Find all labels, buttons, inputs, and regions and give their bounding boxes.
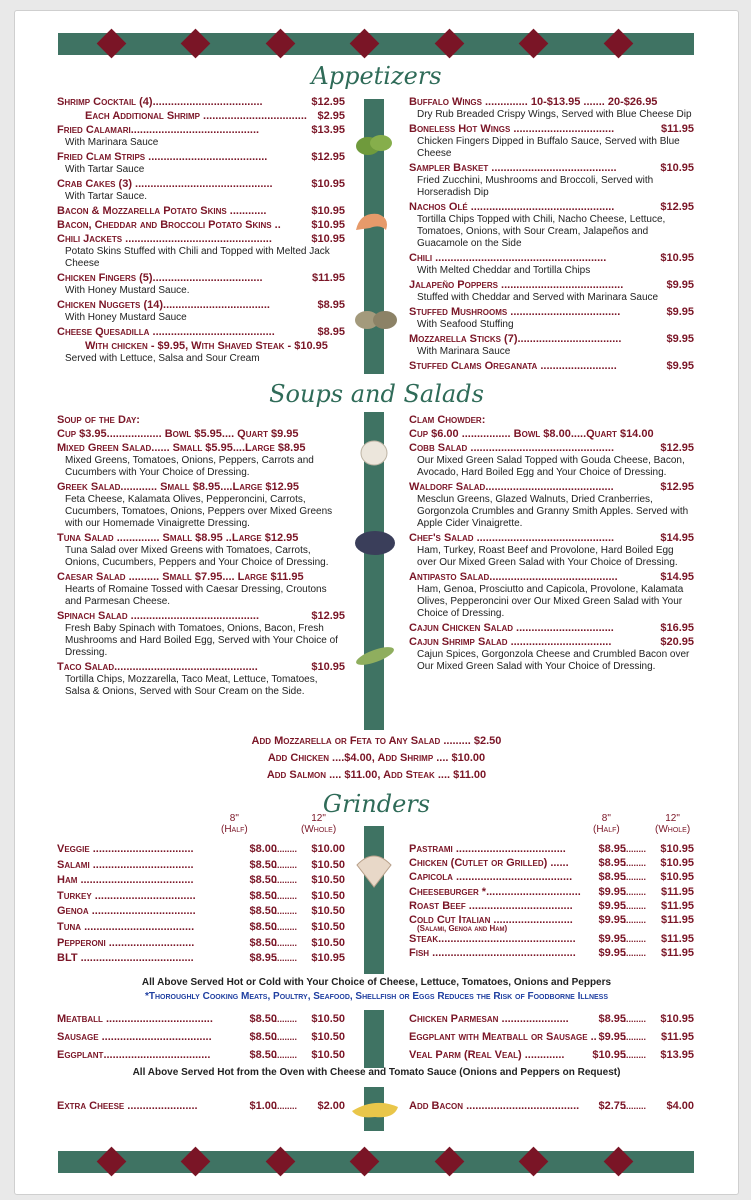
item-name: Fried Clam Strips ....................................... (57, 151, 268, 163)
price-leader: .......... (620, 1014, 646, 1024)
half-price: $9.95 (598, 899, 626, 912)
item-price: $10.95 (660, 252, 694, 264)
diamond-ornament (350, 1147, 380, 1177)
menu-item (57, 96, 345, 109)
half-price: $8.50 (249, 889, 277, 902)
whole-price: $11.95 (660, 947, 694, 960)
top-border-band (58, 33, 694, 55)
item-price: $12.95 (660, 442, 694, 454)
menu-item (409, 442, 694, 455)
grinder-row (57, 1031, 345, 1049)
grinder-name: Add Bacon ..................................... (409, 1100, 580, 1112)
price-leader: .......... (271, 1101, 297, 1111)
half-price: $9.95 (598, 1031, 626, 1043)
diamond-ornament (266, 1147, 296, 1177)
item-description: Chicken Fingers Dipped in Buffalo Sauce, Served with Blue Cheese (417, 136, 680, 159)
grinder-row (57, 890, 345, 906)
item-description: Fresh Baby Spinach with Tomatoes, Onions, Bacon, Fresh Mushrooms and Hard Boiled Egg, Served with Your Choice of Dressing. (65, 623, 338, 658)
price-leader: .......... (271, 859, 297, 870)
price-leader: .......... (271, 921, 297, 932)
diamond-ornament (519, 1147, 549, 1177)
price-leader: .......... (620, 844, 646, 854)
menu-item (57, 442, 345, 455)
half-price: $8.00 (249, 843, 277, 855)
item-description: Ham, Genoa, Prosciutto and Capicola, Provolone, Kalamata Olives, Pepperoncini over Our Mixed Green Salad with Your Choice of Dressing. (417, 584, 684, 619)
menu-item (409, 481, 694, 494)
item-price: $20.95 (660, 636, 694, 648)
item-description: Stuffed with Cheddar and Served with Marinara Sauce (417, 292, 659, 303)
grinders-divider (364, 826, 384, 974)
item-price: $12.95 (311, 96, 345, 108)
half-price: $8.95 (598, 1013, 626, 1025)
item-name: Nachos Olé ............................................... (409, 201, 615, 213)
item-name: Spinach Salad .......................................... (57, 610, 260, 622)
price-leader: .......... (271, 937, 297, 948)
half-price: $8.50 (249, 1031, 277, 1043)
whole-price: $10.50 (311, 905, 345, 918)
item-description: With Honey Mustard Sauce. (65, 285, 190, 296)
price-leader: .......... (271, 1032, 297, 1042)
grinder-subtext: (Salami, Genoa and Ham) (417, 924, 508, 934)
whole-price: $10.50 (311, 1049, 345, 1061)
item-description: Cajun Spices, Gorgonzola Cheese and Crumbled Bacon over Our Mixed Green Salad with Your Choice of Dressing. (417, 649, 690, 672)
item-price: $16.95 (660, 622, 694, 634)
menu-item (409, 414, 694, 427)
item-description: Mesclun Greens, Glazed Walnuts, Dried Cranberries, Gorgonzola Crumbles and Granny Smith Apples. Served with Apple Cider Vinaigrette. (417, 494, 689, 529)
menu-page (14, 10, 739, 1195)
grinder-row (57, 1013, 345, 1031)
item-description: Dry Rub Breaded Crispy Wings, Served with Blue Cheese Dip (417, 109, 692, 120)
grinder-name: Fish ............................................... (409, 947, 576, 960)
item-price: $10.95 (660, 162, 694, 174)
mussel-icon (352, 527, 398, 559)
half-price: $8.95 (598, 843, 626, 855)
grinder-name: Cheeseburger *............................... (409, 885, 581, 898)
grinder-name: Tuna .................................... (57, 920, 195, 933)
menu-item (409, 279, 694, 292)
menu-item (409, 622, 694, 635)
grinder-row (57, 952, 345, 968)
item-price: $10.95 (311, 178, 345, 190)
grinder-name: Roast Beef .................................. (409, 899, 573, 912)
hot-grinders-divider (364, 1010, 384, 1068)
grinder-name: Salami ................................. (57, 858, 194, 871)
whole-price: $11.95 (660, 899, 694, 912)
whole-price: $11.95 (660, 1031, 694, 1043)
item-description: With Marinara Sauce (417, 346, 511, 357)
diamond-ornament (181, 1147, 211, 1177)
grinder-name: Ham ..................................... (57, 874, 194, 887)
item-price: $9.95 (666, 360, 694, 372)
grinder-name: Chicken (Cutlet or Grilled) ...... (409, 857, 569, 870)
diamond-ornament (97, 29, 127, 59)
grinders-left-column (57, 843, 345, 968)
scallop-shell-icon (353, 851, 395, 891)
half-price: $8.50 (249, 1013, 277, 1025)
soups-right-column (409, 413, 694, 675)
price-leader: .......... (620, 1101, 646, 1111)
whole-price: $10.95 (311, 952, 345, 965)
price-leader: .......... (271, 890, 297, 901)
menu-item (409, 123, 694, 136)
item-price: $12.95 (311, 610, 345, 622)
whole-price: $10.50 (311, 920, 345, 933)
item-name: Bacon, Cheddar and Broccoli Potato Skins .. (57, 219, 281, 231)
item-name: Jalapeño Poppers ........................................ (409, 279, 624, 291)
item-description: Mixed Greens, Tomatoes, Onions, Peppers, Carrots and Cucumbers with Your Choice of Dressing. (65, 455, 314, 478)
half-price: $8.50 (249, 858, 277, 871)
whole-price: $10.95 (660, 1013, 694, 1025)
addon-line: Add Mozzarella or Feta to Any Salad ......... $2.50 (251, 735, 502, 747)
menu-item (57, 326, 345, 339)
item-price: $11.95 (660, 123, 694, 135)
half-price: $9.95 (598, 947, 626, 960)
half-price: $8.50 (249, 936, 277, 949)
menu-item (409, 360, 694, 373)
grinder-row (409, 1013, 694, 1031)
price-leader: .......... (620, 886, 646, 897)
item-price: $2.95 (317, 110, 345, 122)
item-description: With Seafood Stuffing (417, 319, 514, 330)
half-size-header: 8" (Half) (221, 813, 248, 835)
menu-item (57, 428, 345, 441)
grinder-row (57, 905, 345, 921)
hot-grinders-left-column (57, 1013, 345, 1067)
diamond-ornament (181, 29, 211, 59)
item-name: Bacon & Mozzarella Potato Skins ............ (57, 205, 267, 217)
item-price: $13.95 (311, 124, 345, 136)
oven-note: All Above Served Hot from the Oven with Cheese and Tomato Sauce (Onions and Peppers on Request) (132, 1067, 621, 1078)
grinder-name: Genoa .................................. (57, 905, 196, 918)
item-description: With Melted Cheddar and Tortilla Chips (417, 265, 591, 276)
item-description: With Tartar Sauce. (65, 191, 148, 202)
diamond-ornament (350, 29, 380, 59)
half-price: $8.50 (249, 874, 277, 887)
half-price: $8.50 (249, 905, 277, 918)
menu-item (57, 178, 345, 191)
item-name: Chili ........................................................ (409, 252, 607, 264)
extras-right (409, 1100, 694, 1116)
item-description: Served with Lettuce, Salsa and Sour Cream (65, 353, 260, 364)
item-price: $14.95 (660, 532, 694, 544)
grinder-row (57, 937, 345, 953)
whole-price: $13.95 (660, 1049, 694, 1061)
grinder-name: Cold Cut Italian .......................... (409, 913, 573, 926)
menu-item (409, 96, 694, 109)
whole-price: $10.95 (660, 871, 694, 884)
half-price: $8.50 (249, 920, 277, 933)
price-leader: .......... (620, 900, 646, 911)
item-name: Clam Chowder: (409, 414, 486, 426)
item-price: $9.95 (666, 306, 694, 318)
menu-item (409, 571, 694, 584)
menu-item (57, 151, 345, 164)
diamond-ornament (519, 29, 549, 59)
basil-leaf-icon (352, 128, 396, 164)
item-name: Cup $6.00 ................ Bowl $8.00.....Quart $14.00 (409, 428, 654, 440)
price-leader: .......... (271, 1014, 297, 1024)
grinder-name: Eggplant with Meatball or Sausage .. (409, 1031, 597, 1043)
whole-price: $10.95 (660, 843, 694, 855)
item-name: Chef's Salad ............................................. (409, 532, 615, 544)
salad-addons (15, 733, 738, 784)
addon-line: Add Salmon .... $11.00, Add Steak .... $11.00 (266, 769, 487, 781)
bottom-border-band (58, 1151, 694, 1173)
item-name: Boneless Hot Wings ................................. (409, 123, 615, 135)
item-name: Tuna Salad .............. Small $8.95 ..Large $12.95 (57, 532, 299, 544)
whole-price: $11.95 (660, 913, 694, 926)
item-price: $10.95 (311, 205, 345, 217)
soups-salads-title: Soups and Salads (269, 380, 484, 408)
item-name: Stuffed Clams Oreganata ......................... (409, 360, 617, 372)
grinder-name: Pepperoni ............................ (57, 936, 195, 949)
item-price: $9.95 (666, 279, 694, 291)
item-name: Mozzarella Sticks (7).................................. (409, 333, 622, 345)
menu-item (57, 299, 345, 312)
item-price: $9.95 (666, 333, 694, 345)
menu-item (409, 252, 694, 265)
menu-item (409, 306, 694, 319)
price-leader: .......... (271, 906, 297, 917)
grinder-row (57, 1100, 345, 1116)
item-description: With Marinara Sauce (65, 137, 159, 148)
price-leader: .......... (620, 1032, 646, 1042)
item-description: Fried Zucchini, Mushrooms and Broccoli, Served with Horseradish Dip (417, 175, 654, 198)
item-description: Tortilla Chips Topped with Chili, Nacho Cheese, Lettuce, Tomatoes, Onions, with Sour Cream, Jalapeños and Guacamole on the Side (417, 214, 666, 249)
whole-price: $10.50 (311, 936, 345, 949)
whole-price: $10.50 (311, 889, 345, 902)
half-price: $9.95 (598, 933, 626, 946)
whole-price: $10.50 (311, 858, 345, 871)
whole-price: $4.00 (666, 1100, 694, 1112)
appetizers-left-column (57, 95, 345, 367)
menu-item (57, 340, 345, 353)
grinder-row (57, 843, 345, 859)
menu-item (57, 481, 345, 494)
half-price: $1.00 (249, 1100, 277, 1112)
grinder-name: Extra Cheese ....................... (57, 1100, 198, 1112)
grinder-name: Meatball ................................... (57, 1013, 213, 1025)
item-description: Tuna Salad over Mixed Greens with Tomatoes, Carrots, Onions, Cucumbers, Peppers and Your Choice of Dressing. (65, 545, 329, 568)
grinder-row (409, 933, 694, 947)
half-price: $8.95 (598, 857, 626, 870)
item-name: Stuffed Mushrooms .................................... (409, 306, 621, 318)
item-name: Antipasto Salad.......................................... (409, 571, 618, 583)
item-price: $12.95 (660, 481, 694, 493)
item-name: Cobb Salad ............................................... (409, 442, 615, 454)
menu-item (57, 571, 345, 584)
item-name: Chili Jackets ................................................ (57, 233, 272, 245)
menu-item (57, 205, 345, 218)
menu-item (409, 636, 694, 649)
grinder-row (409, 1031, 694, 1049)
item-name: Chicken Nuggets (14)................................... (57, 299, 270, 311)
item-name: Fried Calamari.......................................... (57, 124, 260, 136)
herb-leaf-icon (352, 641, 398, 671)
grinder-name: Veal Parm (Real Veal) ............. (409, 1049, 565, 1061)
whole-price: $10.00 (311, 843, 345, 855)
item-name: Taco Salad............................................... (57, 661, 258, 673)
grinder-name: Turkey ................................. (57, 889, 196, 902)
item-name: Cajun Chicken Salad ................................ (409, 622, 614, 634)
item-description: Our Mixed Green Salad Topped with Gouda Cheese, Bacon, Avocado, Hard Boiled Egg and Your Choice of Dressing. (417, 455, 685, 478)
whole-size-header: 12" (Whole) (301, 813, 337, 835)
item-description: With Tartar Sauce (65, 164, 145, 175)
garlic-icon (358, 431, 390, 467)
grinder-row (57, 874, 345, 890)
item-description: Tortilla Chips, Mozzarella, Taco Meat, Lettuce, Tomatoes, Salsa & Onions, Served with Sour Cream on the Side. (65, 674, 318, 697)
pasta-icon (348, 1099, 402, 1121)
price-leader: .......... (271, 1050, 297, 1060)
grinder-row (409, 871, 694, 885)
half-price: $8.95 (249, 952, 277, 965)
diamond-ornament (604, 29, 634, 59)
item-name: Each Additional Shrimp .................................. (85, 110, 307, 122)
grinder-row (57, 921, 345, 937)
grinder-row (409, 900, 694, 914)
item-description: Feta Cheese, Kalamata Olives, Pepperoncini, Carrots, Cucumbers, Tomatoes, Onions, Peppers over Mixed Greens with our Homemade Vinaigrette Dressing. (65, 494, 333, 529)
whole-price: $2.00 (317, 1100, 345, 1112)
menu-item (57, 610, 345, 623)
item-description: Potato Skins Stuffed with Chili and Topped with Melted Jack Cheese (65, 246, 330, 269)
diamond-ornament (604, 1147, 634, 1177)
item-name: Buffalo Wings .............. 10-$13.95 ....... 20-$26.95 (409, 96, 658, 108)
shrimp-icon (350, 206, 394, 240)
whole-price: $11.95 (660, 885, 694, 898)
grinder-row (409, 947, 694, 961)
menu-item (409, 532, 694, 545)
item-name: Cajun Shrimp Salad ................................. (409, 636, 612, 648)
item-description: With Honey Mustard Sauce (65, 312, 187, 323)
half-size-header-right: 8" (Half) (593, 813, 620, 835)
item-name: Sampler Basket ......................................... (409, 162, 617, 174)
grinder-row (409, 1100, 694, 1116)
diamond-ornament (266, 29, 296, 59)
grinder-row (409, 886, 694, 900)
addon-line: Add Chicken ....$4.00, Add Shrimp .... $10.00 (267, 752, 486, 764)
half-price: $9.95 (598, 885, 626, 898)
whole-price: $11.95 (660, 933, 694, 946)
grinder-name: Eggplant................................... (57, 1049, 211, 1061)
item-price: $8.95 (317, 299, 345, 311)
price-leader: .......... (271, 844, 297, 854)
item-price: $11.95 (311, 272, 345, 284)
item-price: $12.95 (660, 201, 694, 213)
price-leader: .......... (620, 858, 646, 869)
item-description: Ham, Turkey, Roast Beef and Provolone, Hard Boiled Egg over Our Mixed Green Salad with Your Choice of Dressing. (417, 545, 678, 568)
menu-item (57, 532, 345, 545)
stuffed-mushroom-icon (353, 307, 399, 333)
half-price: $2.75 (598, 1100, 626, 1112)
item-name: With chicken - $9.95, With Shaved Steak - $10.95 (85, 340, 328, 352)
grinder-row (409, 857, 694, 871)
item-price: $10.95 (311, 661, 345, 673)
grinder-name: BLT ..................................... (57, 952, 194, 965)
grinders-right-column (409, 843, 694, 962)
menu-item (409, 428, 694, 441)
item-name: Mixed Green Salad...... Small $5.95....Large $8.95 (57, 442, 306, 454)
price-leader: .......... (620, 914, 646, 925)
menu-item (57, 219, 345, 232)
half-price: $8.50 (249, 1049, 277, 1061)
grinder-row (57, 859, 345, 875)
appetizers-title: Appetizers (311, 62, 442, 90)
item-name: Cheese Quesadilla ........................................ (57, 326, 275, 338)
menu-item (57, 661, 345, 674)
grinder-name: Capicola ...................................... (409, 871, 573, 884)
soups-left-column (57, 413, 345, 700)
item-name: Cup $3.95.................. Bowl $5.95.... Quart $9.95 (57, 428, 299, 440)
half-price: $8.95 (598, 871, 626, 884)
price-leader: .......... (620, 948, 646, 959)
menu-item (57, 124, 345, 137)
menu-item (409, 162, 694, 175)
grinder-name: Steak............................................. (409, 933, 576, 946)
price-leader: .......... (271, 875, 297, 886)
item-price: $12.95 (311, 151, 345, 163)
item-name: Waldorf Salad.......................................... (409, 481, 614, 493)
diamond-ornament (97, 1147, 127, 1177)
item-price: $10.95 (311, 219, 345, 231)
price-leader: .......... (620, 872, 646, 883)
extras-left (57, 1100, 345, 1116)
item-price: $8.95 (317, 326, 345, 338)
hot-grinders-right-column (409, 1013, 694, 1067)
diamond-ornament (435, 29, 465, 59)
whole-size-header-right: 12" (Whole) (655, 813, 691, 835)
item-name: Soup of the Day: (57, 414, 140, 426)
item-name: Greek Salad............ Small $8.95....Large $12.95 (57, 481, 300, 493)
appetizers-right-column (409, 95, 694, 373)
grinders-title: Grinders (322, 790, 431, 818)
menu-item (57, 233, 345, 246)
grinder-row (409, 843, 694, 857)
cold-note: All Above Served Hot or Cold with Your Choice of Cheese, Lettuce, Tomatoes, Onions and Peppers (141, 977, 612, 988)
item-name: Shrimp Cocktail (4).................................... (57, 96, 263, 108)
menu-item (57, 110, 345, 123)
grinder-row (409, 1049, 694, 1067)
half-price: $9.95 (598, 913, 626, 926)
grinder-row (57, 1049, 345, 1067)
menu-item (57, 414, 345, 427)
food-safety-warning: *Thoroughly Cooking Meats, Poultry, Seafood, Shellfish or Eggs Reduces the Risk of Foodborne Illness (144, 991, 609, 1002)
whole-price: $10.50 (311, 1013, 345, 1025)
diamond-ornament (435, 1147, 465, 1177)
item-name: Chicken Fingers (5).................................... (57, 272, 263, 284)
menu-item (409, 333, 694, 346)
item-price: $14.95 (660, 571, 694, 583)
menu-item (57, 272, 345, 285)
item-name: Caesar Salad .......... Small $7.95.... Large $11.95 (57, 571, 304, 583)
price-leader: .......... (620, 934, 646, 945)
price-leader: .......... (271, 953, 297, 964)
item-description: Hearts of Romaine Tossed with Caesar Dressing, Croutons and Parmesan Cheese. (65, 584, 327, 607)
whole-price: $10.50 (311, 1031, 345, 1043)
half-price: $10.95 (592, 1049, 626, 1061)
grinder-name: Chicken Parmesan ...................... (409, 1013, 569, 1025)
menu-item (409, 201, 694, 214)
item-price: $10.95 (311, 233, 345, 245)
item-name: Crab Cakes (3) ............................................. (57, 178, 273, 190)
whole-price: $10.95 (660, 857, 694, 870)
price-leader: .......... (620, 1050, 646, 1060)
grinder-name: Pastrami .................................... (409, 843, 566, 855)
grinder-name: Sausage .................................... (57, 1031, 212, 1043)
grinder-name: Veggie ................................. (57, 843, 194, 855)
whole-price: $10.50 (311, 874, 345, 887)
